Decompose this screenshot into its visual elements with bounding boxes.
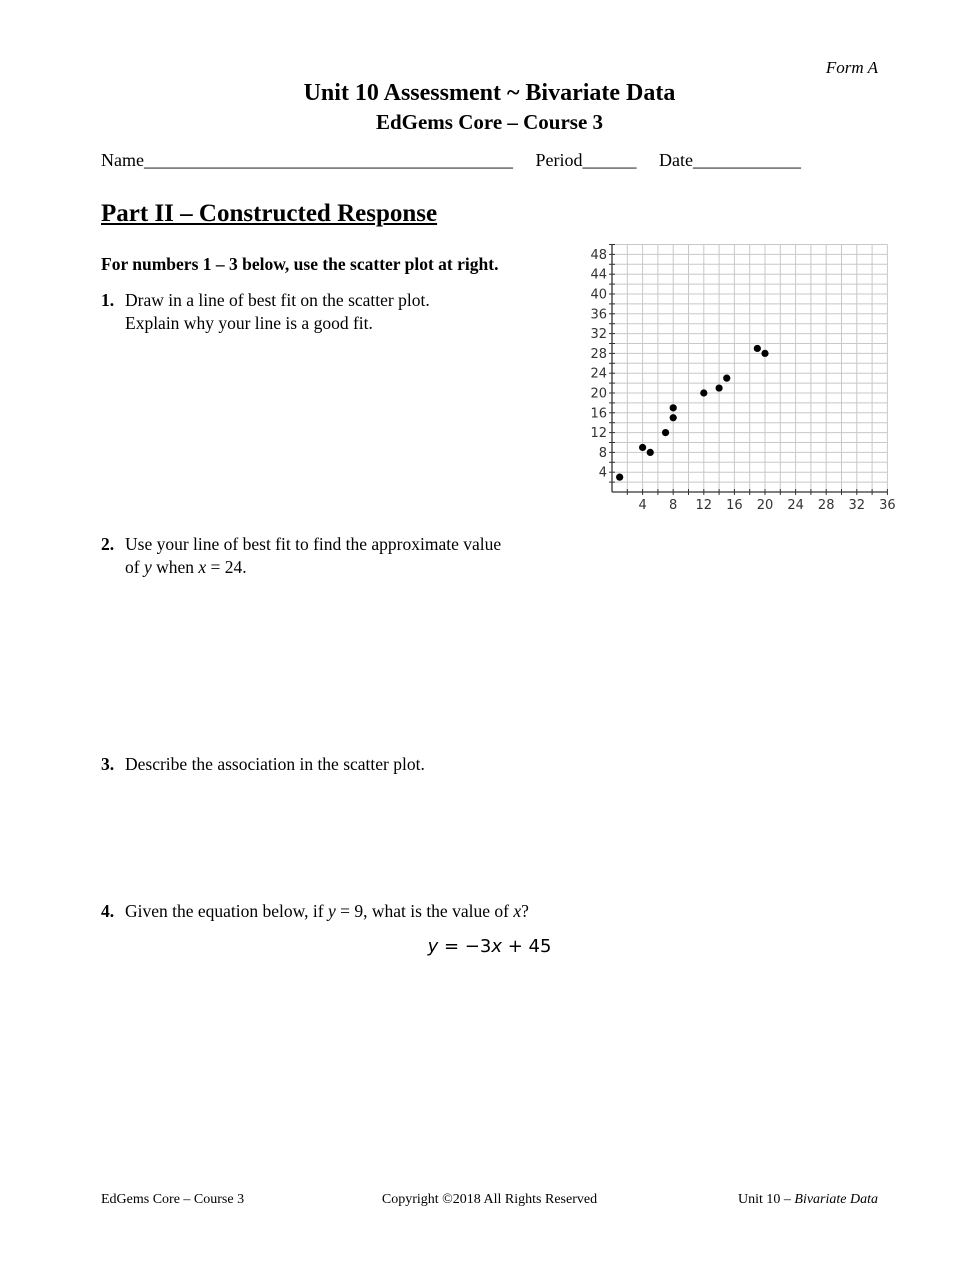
x-tick-label: 12: [695, 498, 713, 513]
data-point: [616, 474, 623, 481]
footer-copyright: Copyright ©2018 All Rights Reserved: [381, 1192, 598, 1207]
x-tick-label: 16: [726, 498, 743, 513]
footer-unit: Unit 10 – Bivariate Data: [738, 1192, 878, 1207]
question-number: 4.: [101, 901, 115, 921]
name-field[interactable]: Name_________________________________________: [101, 150, 513, 170]
x-tick-label: 36: [879, 498, 896, 513]
footer-course: EdGems Core – Course 3: [101, 1192, 245, 1207]
equation: y = −3x + 45: [427, 936, 552, 957]
y-tick-label: 24: [590, 366, 607, 382]
form-label: Form A: [825, 58, 878, 77]
y-tick-label: 32: [590, 327, 607, 343]
y-tick-label: 28: [590, 346, 607, 362]
section-title: Part II – Constructed Response: [101, 200, 438, 227]
y-tick-label: 20: [590, 386, 607, 402]
data-point: [700, 389, 707, 396]
x-tick-label: 32: [848, 498, 866, 513]
x-tick-label: 24: [787, 498, 804, 513]
y-tick-label: 12: [590, 426, 607, 442]
question-text: Draw in a line of best fit on the scatter plot.: [125, 290, 430, 310]
date-field[interactable]: Date____________: [658, 150, 801, 170]
y-tick-label: 40: [590, 287, 607, 303]
y-tick-label: 8: [598, 445, 607, 461]
y-tick-label: 4: [598, 465, 607, 481]
x-tick-label: 8: [669, 498, 678, 513]
data-point: [670, 404, 677, 411]
data-point: [754, 345, 761, 352]
question-text: Describe the association in the scatter plot.: [125, 754, 425, 774]
question-2: [101, 533, 501, 579]
y-tick-label: 36: [590, 307, 607, 323]
question-1: [101, 289, 430, 335]
instruction: For numbers 1 – 3 below, use the scatter plot at right.: [101, 254, 499, 274]
question-3: [101, 753, 425, 776]
question-number: 1.: [101, 290, 115, 310]
data-point: [670, 414, 677, 421]
scatter-plot: [582, 240, 896, 518]
data-point: [639, 444, 646, 451]
student-fields: [101, 150, 801, 171]
y-tick-label: 44: [590, 267, 607, 283]
period-field[interactable]: Period______: [535, 150, 637, 170]
question-text: Given the equation below, if y = 9, what is the value of x?: [125, 901, 529, 921]
question-text-line2: of y when x = 24.: [125, 557, 247, 577]
data-point: [716, 384, 723, 391]
x-tick-label: 28: [817, 498, 835, 513]
y-tick-label: 16: [590, 406, 607, 422]
data-point: [662, 429, 669, 436]
question-4: [101, 900, 529, 923]
data-point: [647, 449, 654, 456]
page-title: Unit 10 Assessment ~ Bivariate Data: [303, 80, 676, 106]
page-subtitle: EdGems Core – Course 3: [375, 110, 604, 134]
question-number: 2.: [101, 534, 115, 554]
x-tick-label: 4: [638, 498, 647, 513]
question-text: Explain why your line is a good fit.: [125, 313, 373, 333]
data-point: [723, 375, 730, 382]
question-number: 3.: [101, 754, 115, 774]
data-point: [761, 350, 768, 357]
y-tick-label: 48: [590, 247, 607, 263]
question-text: Use your line of best fit to find the approximate value: [125, 534, 502, 554]
x-tick-label: 20: [756, 498, 774, 513]
